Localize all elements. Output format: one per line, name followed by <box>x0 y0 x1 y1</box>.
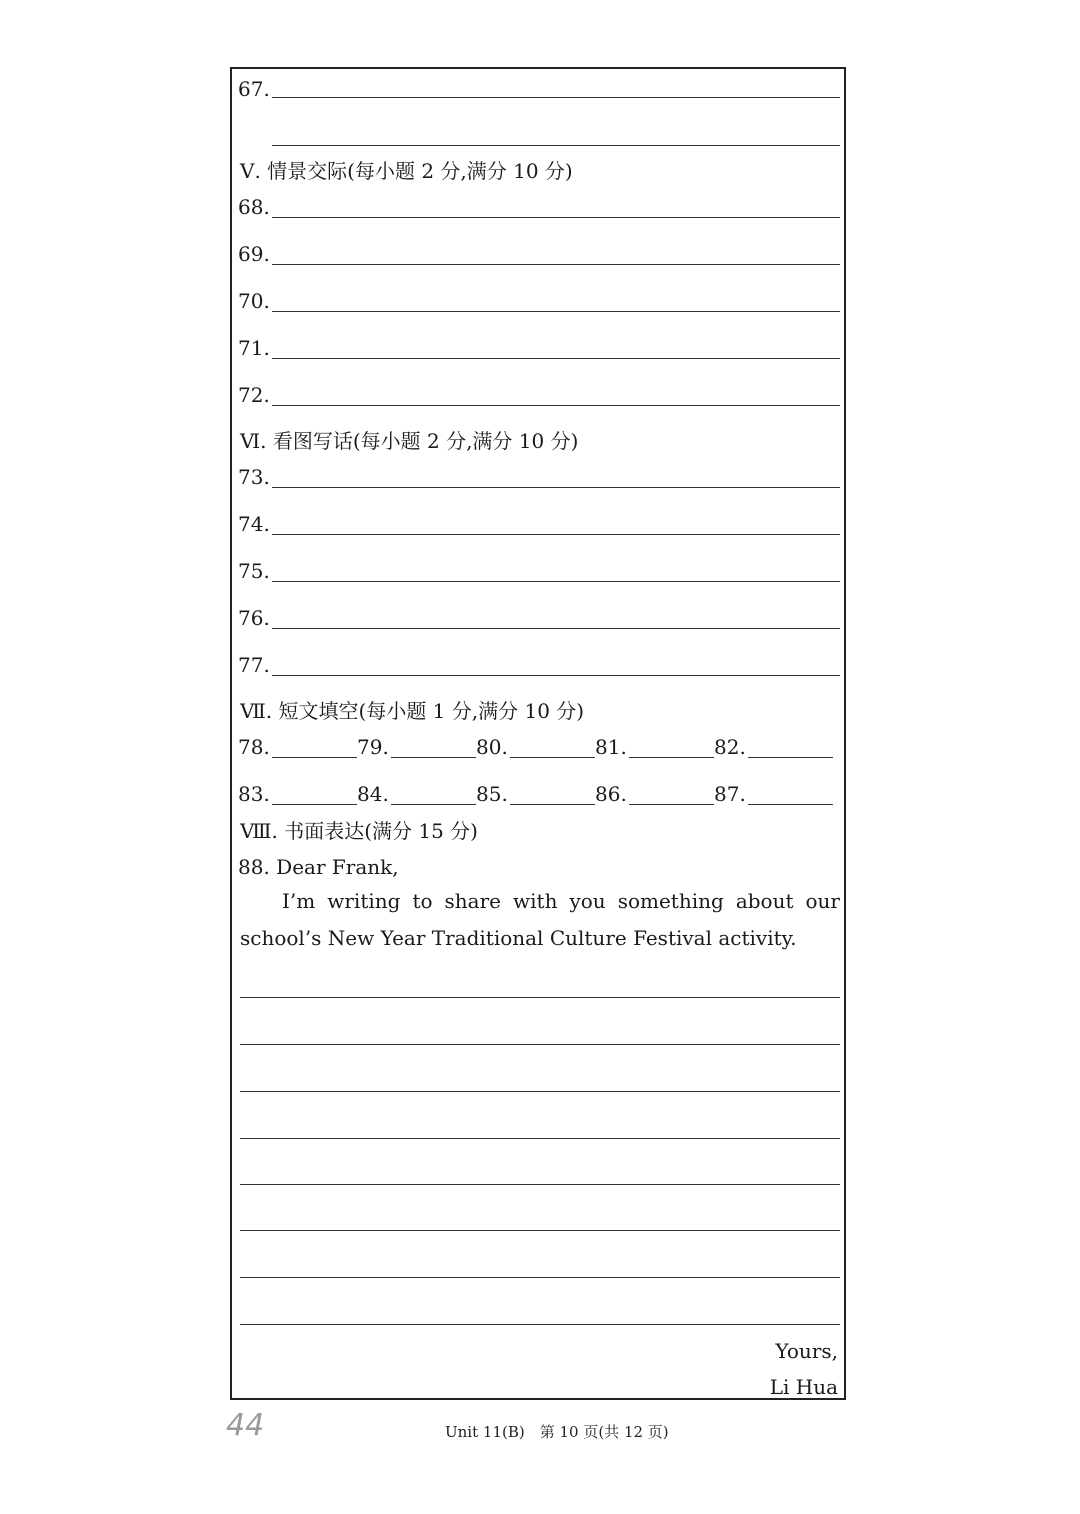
item-number: 85. <box>476 782 508 806</box>
item-number: 77. <box>238 653 270 677</box>
section-heading-viii: Ⅷ. 书面表达(满分 15 分) <box>240 819 478 843</box>
item-number: 69. <box>238 242 270 266</box>
blank-82[interactable] <box>748 757 833 758</box>
page-number: 44 <box>226 1408 265 1443</box>
writing-line[interactable] <box>240 997 840 998</box>
writing-line[interactable] <box>240 1091 840 1092</box>
blank-81[interactable] <box>629 757 714 758</box>
item-number: 76. <box>238 606 270 630</box>
section-heading-vii: Ⅶ. 短文填空(每小题 1 分,满分 10 分) <box>240 699 585 723</box>
answer-line-76[interactable] <box>272 628 840 629</box>
answer-sheet-frame <box>230 67 846 1400</box>
writing-line[interactable] <box>240 1324 840 1325</box>
writing-line[interactable] <box>240 1230 840 1231</box>
item-number: 79. <box>357 735 389 759</box>
answer-line-73[interactable] <box>272 487 840 488</box>
writing-line[interactable] <box>240 1044 840 1045</box>
letter-body: I’m writing to share with you something about our school’s New Year Traditional Culture Festival activity. <box>240 889 840 950</box>
blank-85[interactable] <box>510 804 595 805</box>
answer-line-69[interactable] <box>272 264 840 265</box>
writing-line[interactable] <box>240 1138 840 1139</box>
blank-84[interactable] <box>391 804 476 805</box>
answer-line-70[interactable] <box>272 311 840 312</box>
answer-line-68[interactable] <box>272 217 840 218</box>
answer-line-75[interactable] <box>272 581 840 582</box>
answer-line-72[interactable] <box>272 405 840 406</box>
item-number: 80. <box>476 735 508 759</box>
item-number: 72. <box>238 383 270 407</box>
item-number: 74. <box>238 512 270 536</box>
item-number: 67. <box>238 77 270 101</box>
section-heading-vi: Ⅵ. 看图写话(每小题 2 分,满分 10 分) <box>240 429 579 453</box>
answer-line-71[interactable] <box>272 358 840 359</box>
blank-83[interactable] <box>272 804 357 805</box>
writing-line[interactable] <box>240 1184 840 1185</box>
blank-78[interactable] <box>272 757 357 758</box>
item-number: 86. <box>595 782 627 806</box>
letter-closing: Yours, <box>775 1339 838 1363</box>
section-heading-v: Ⅴ. 情景交际(每小题 2 分,满分 10 分) <box>240 159 573 183</box>
answer-line-74[interactable] <box>272 534 840 535</box>
item-number: 87. <box>714 782 746 806</box>
item-number: 73. <box>238 465 270 489</box>
letter-signature: Li Hua <box>769 1375 838 1399</box>
letter-greeting: 88. Dear Frank, <box>238 855 399 879</box>
page-footer: Unit 11(B) 第 10 页(共 12 页) <box>445 1423 669 1441</box>
item-number: 84. <box>357 782 389 806</box>
item-number: 71. <box>238 336 270 360</box>
item-number: 75. <box>238 559 270 583</box>
item-number: 70. <box>238 289 270 313</box>
item-number: 68. <box>238 195 270 219</box>
answer-line-67b[interactable] <box>272 145 840 146</box>
item-number: 83. <box>238 782 270 806</box>
answer-line-77[interactable] <box>272 675 840 676</box>
item-number: 82. <box>714 735 746 759</box>
writing-line[interactable] <box>240 1277 840 1278</box>
blank-86[interactable] <box>629 804 714 805</box>
item-number: 81. <box>595 735 627 759</box>
blank-87[interactable] <box>748 804 833 805</box>
item-number: 78. <box>238 735 270 759</box>
answer-line-67[interactable] <box>272 97 840 98</box>
blank-79[interactable] <box>391 757 476 758</box>
blank-80[interactable] <box>510 757 595 758</box>
